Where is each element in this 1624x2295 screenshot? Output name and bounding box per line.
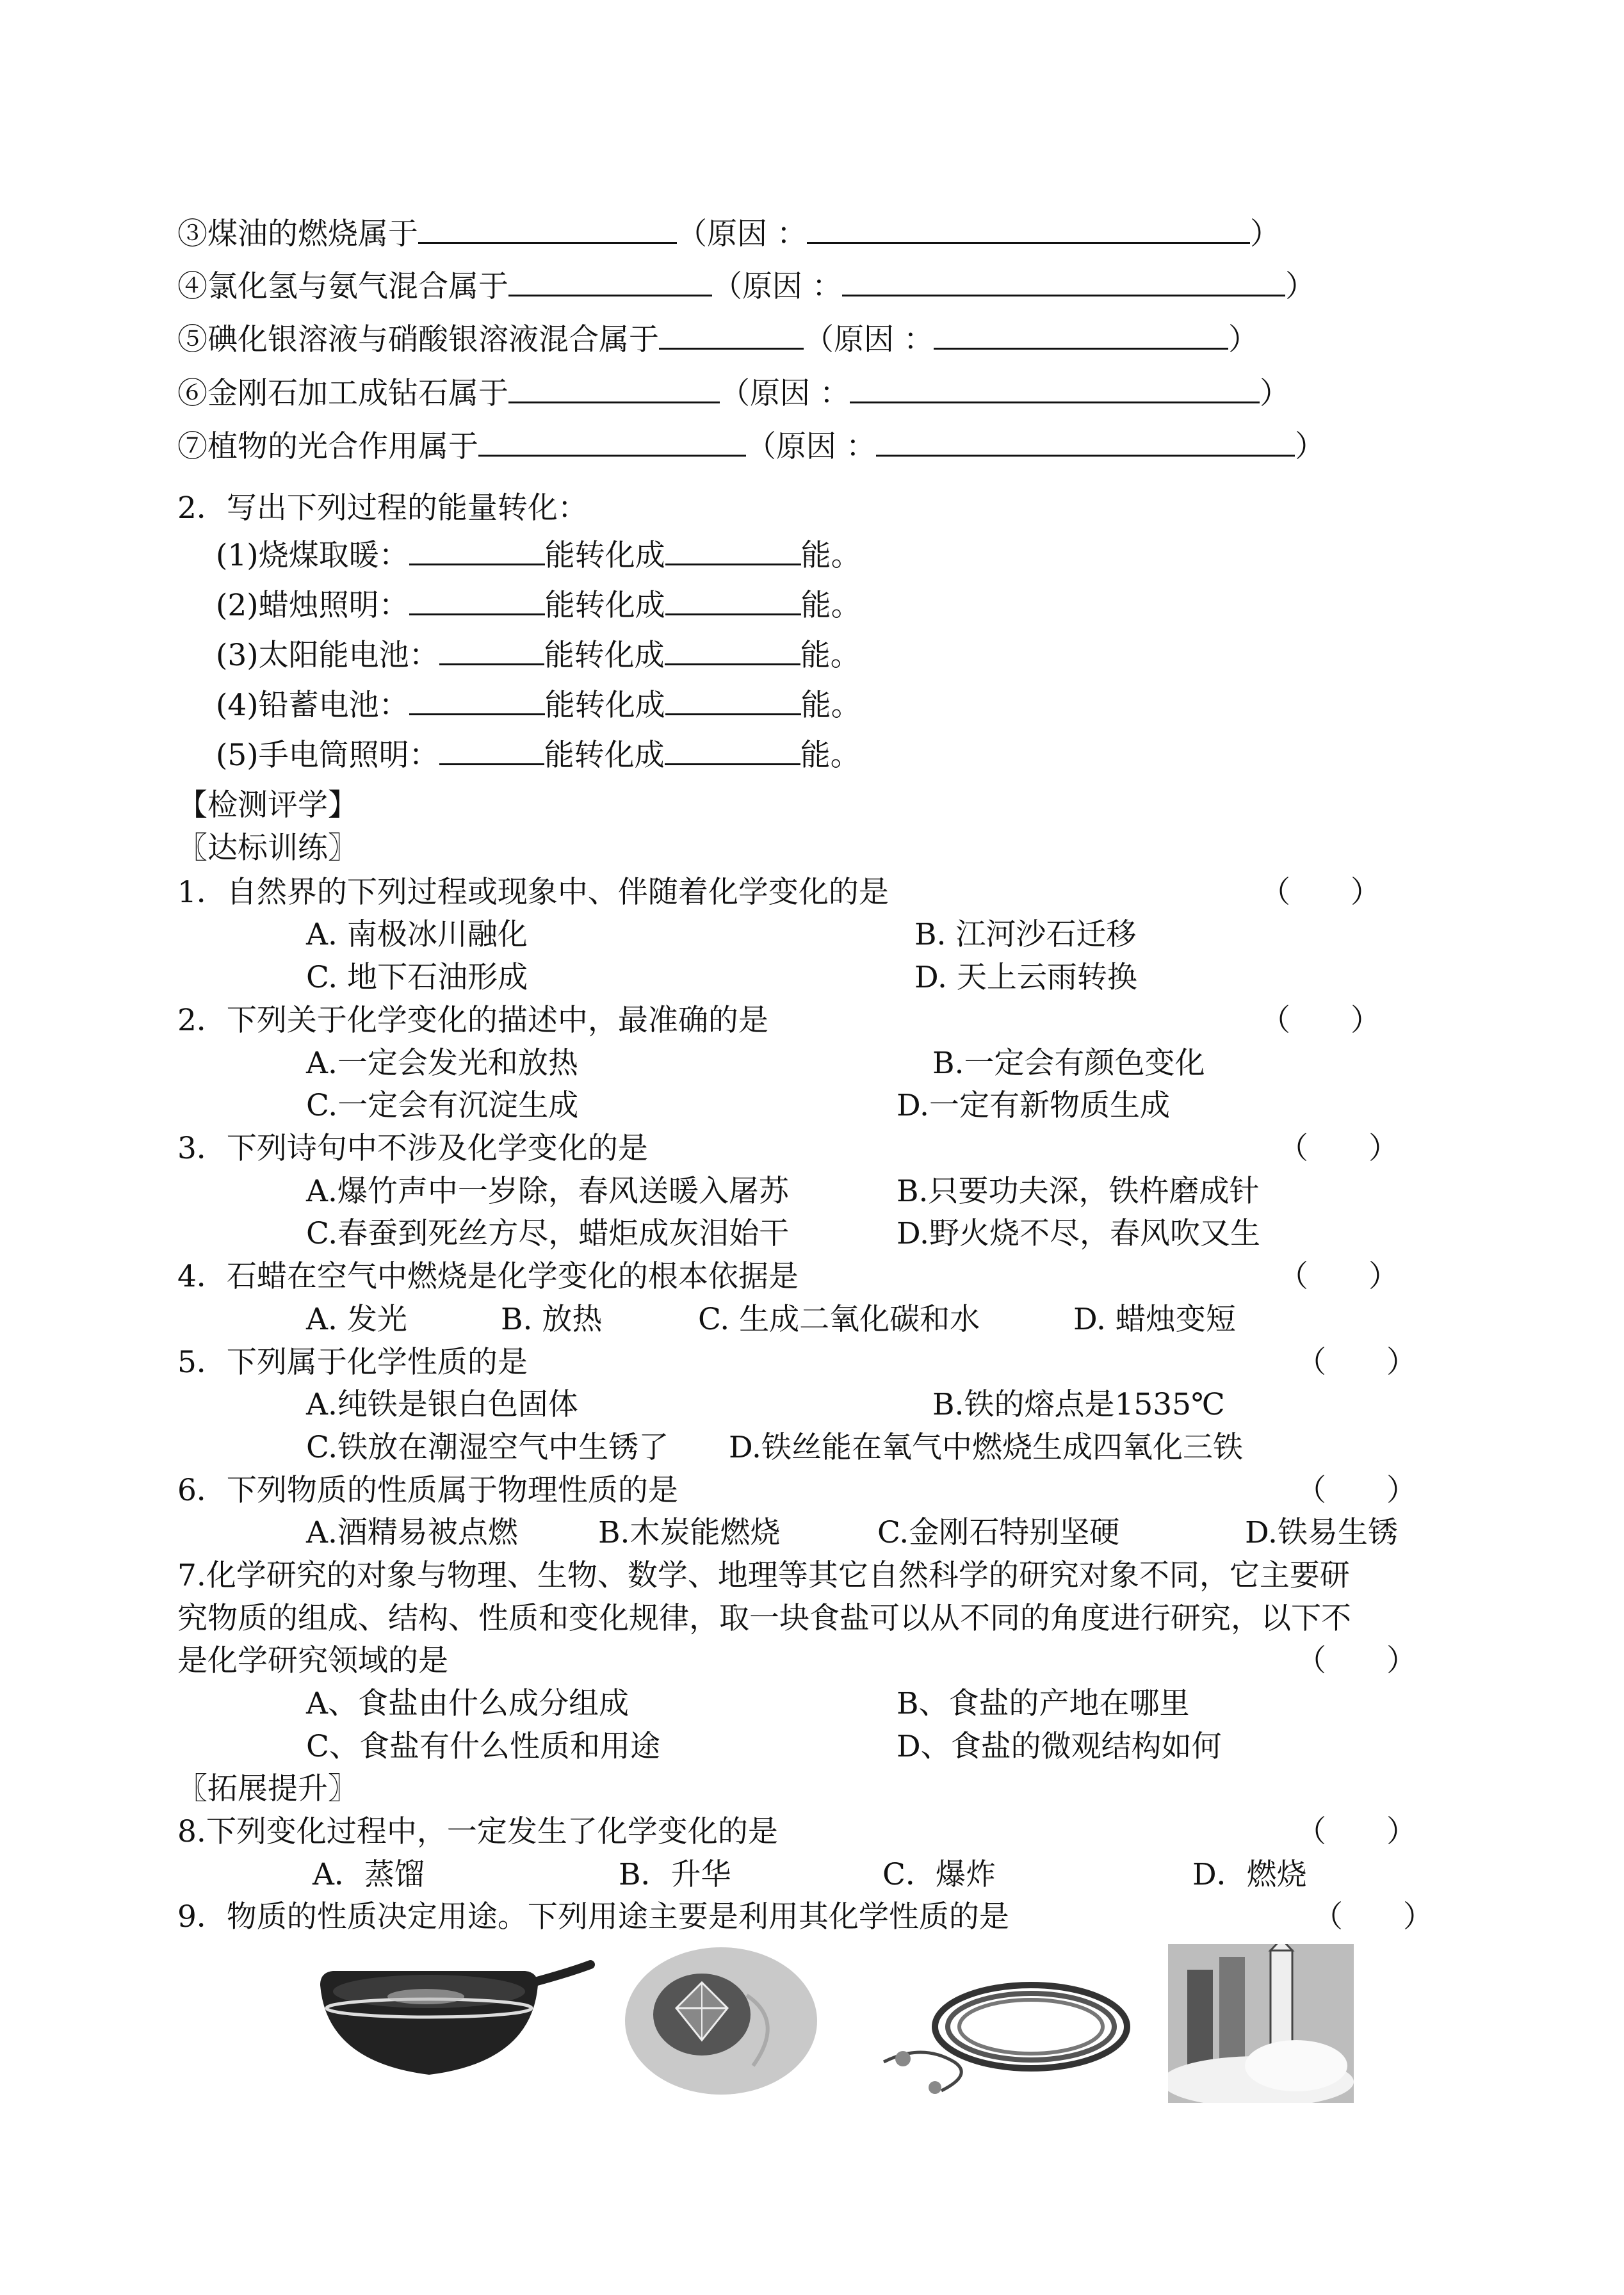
energy-blank[interactable]	[665, 535, 801, 565]
q1-option-c[interactable]: C. 地下石油形成	[306, 960, 528, 995]
q4-answer-paren[interactable]: （ ）	[1278, 1259, 1399, 1294]
energy-item-4: (4)铅蓄电池： 能转化成 能。	[216, 685, 861, 724]
energy-blank[interactable]	[409, 535, 545, 565]
q8-stem: 8.下列变化过程中，一定发生了化学变化的是	[177, 1814, 778, 1849]
q2-option-d[interactable]: D.一定有新物质生成	[897, 1088, 1170, 1123]
q7-option-a[interactable]: A、食盐由什么成分组成	[306, 1686, 629, 1721]
answer-blank[interactable]	[508, 266, 712, 296]
reason-blank[interactable]	[807, 214, 1250, 244]
q5-stem: 5．下列属于化学性质的是	[177, 1345, 528, 1380]
q9-stem: 9．物质的性质决定用途。下列用途主要是利用其化学性质的是	[177, 1899, 1009, 1934]
q8-option-b[interactable]: B．升华	[619, 1857, 731, 1892]
q8-answer-paren[interactable]: （ ）	[1296, 1814, 1417, 1849]
q1-option-d[interactable]: D. 天上云雨转换	[914, 960, 1137, 995]
q6-answer-paren[interactable]: （ ）	[1296, 1473, 1417, 1508]
q5-option-c[interactable]: C.铁放在潮湿空气中生锈了	[306, 1430, 669, 1465]
energy-blank[interactable]	[439, 635, 544, 665]
q3-option-b[interactable]: B.只要功夫深，铁杵磨成针	[897, 1174, 1260, 1209]
q8-option-a[interactable]: A．蒸馏	[313, 1857, 425, 1892]
rocket-launch-image	[1168, 1944, 1354, 2103]
energy-blank[interactable]	[439, 735, 544, 765]
energy-title: 2．写出下列过程的能量转化：	[177, 491, 588, 526]
answer-blank[interactable]	[508, 373, 720, 403]
q5-option-a[interactable]: A.纯铁是银白色固体	[306, 1387, 578, 1422]
q1-stem: 1．自然界的下列过程或现象中、伴随着化学变化的是	[177, 875, 889, 910]
reason-blank[interactable]	[850, 373, 1260, 403]
q1-option-b[interactable]: B. 江河沙石迁移	[914, 917, 1137, 952]
q1-option-a[interactable]: A. 南极冰川融化	[306, 917, 528, 952]
q4-option-c[interactable]: C. 生成二氧化碳和水	[698, 1302, 980, 1337]
energy-blank[interactable]	[409, 685, 545, 715]
energy-item-2: (2)蜡烛照明： 能转化成 能。	[216, 585, 861, 624]
energy-item-5: (5)手电筒照明： 能转化成 能。	[216, 735, 861, 774]
q4-option-b[interactable]: B. 放热	[501, 1302, 603, 1337]
q6-option-d[interactable]: D.铁易生锈	[1245, 1515, 1398, 1550]
q7-line-1: 7.化学研究的对象与物理、生物、数学、地理等其它自然科学的研究对象不同，它主要研	[177, 1558, 1350, 1593]
energy-blank[interactable]	[409, 585, 545, 615]
q3-answer-paren[interactable]: （ ）	[1278, 1131, 1399, 1166]
q2-option-b[interactable]: B.一定会有颜色变化	[932, 1046, 1205, 1081]
q2-option-c[interactable]: C.一定会有沉淀生成	[306, 1088, 579, 1123]
energy-blank[interactable]	[665, 685, 801, 715]
q5-option-d[interactable]: D.铁丝能在氧气中燃烧生成四氧化三铁	[729, 1430, 1243, 1465]
heading-extend: 〖拓展提升〗	[177, 1771, 358, 1806]
item-7: ⑦植物的光合作用属于 （原因 ： ）	[177, 426, 1325, 465]
energy-item-3: (3)太阳能电池： 能转化成 能。	[216, 635, 861, 674]
q3-option-d[interactable]: D.野火烧不尽，春风吹又生	[897, 1216, 1260, 1251]
q4-option-a[interactable]: A. 发光	[306, 1302, 407, 1337]
item-5: ⑤碘化银溶液与硝酸银溶液混合属于 （原因 ： ）	[177, 320, 1258, 358]
heading-assess: 【检测评学】	[177, 788, 358, 823]
diamond-image	[619, 1944, 830, 2098]
energy-blank[interactable]	[665, 635, 800, 665]
q2-stem: 2．下列关于化学变化的描述中，最准确的是	[177, 1003, 768, 1038]
reason-blank[interactable]	[842, 266, 1285, 296]
item-3: ③煤油的燃烧属于 （原因 ： ）	[177, 214, 1280, 252]
item-3-text: ③煤油的燃烧属于	[177, 216, 418, 252]
item-6: ⑥金刚石加工成钻石属于 （原因 ： ）	[177, 373, 1290, 412]
q3-stem: 3．下列诗句中不涉及化学变化的是	[177, 1131, 648, 1166]
q4-stem: 4．石蜡在空气中燃烧是化学变化的根本依据是	[177, 1259, 799, 1294]
energy-item-1: (1)烧煤取暖： 能转化成 能。	[216, 535, 861, 574]
q7-line-3: 是化学研究领域的是	[177, 1643, 448, 1678]
reason-blank[interactable]	[934, 320, 1228, 350]
q4-option-d[interactable]: D. 蜡烛变短	[1073, 1302, 1236, 1337]
q6-option-c[interactable]: C.金刚石特别坚硬	[877, 1515, 1120, 1550]
answer-blank[interactable]	[478, 426, 746, 457]
answer-blank[interactable]	[659, 320, 804, 350]
q7-option-b[interactable]: B、食盐的产地在哪里	[897, 1686, 1190, 1721]
q6-option-a[interactable]: A.酒精易被点燃	[306, 1515, 518, 1550]
wire-coil-image	[865, 1966, 1140, 2100]
reason-blank[interactable]	[876, 426, 1295, 457]
q7-option-d[interactable]: D、食盐的微观结构如何	[897, 1729, 1222, 1764]
q8-option-d[interactable]: D．燃烧	[1192, 1857, 1307, 1892]
q5-answer-paren[interactable]: （ ）	[1296, 1345, 1417, 1380]
item-4: ④氯化氢与氨气混合属于 （原因 ： ）	[177, 266, 1315, 305]
heading-standard: 〖达标训练〗	[177, 831, 358, 866]
q7-line-2: 究物质的组成、结构、性质和变化规律，取一块食盐可以从不同的角度进行研究，以下不	[177, 1601, 1351, 1636]
q6-stem: 6．下列物质的性质属于物理性质的是	[177, 1473, 678, 1508]
q2-option-a[interactable]: A.一定会发光和放热	[306, 1046, 578, 1081]
q6-option-b[interactable]: B.木炭能燃烧	[598, 1515, 781, 1550]
q3-option-c[interactable]: C.春蚕到死丝方尽，蜡炬成灰泪始干	[306, 1216, 790, 1251]
q9-answer-paren[interactable]: （ ）	[1313, 1899, 1433, 1934]
q7-option-c[interactable]: C、食盐有什么性质和用途	[306, 1729, 660, 1764]
q3-option-a[interactable]: A.爆竹声中一岁除，春风送暖入屠苏	[306, 1174, 789, 1209]
q2-answer-paren[interactable]: （ ）	[1260, 1003, 1381, 1038]
energy-blank[interactable]	[665, 735, 800, 765]
q8-option-c[interactable]: C．爆炸	[882, 1857, 996, 1892]
wok-image	[314, 1947, 596, 2091]
answer-blank[interactable]	[418, 214, 677, 244]
q5-option-b[interactable]: B.铁的熔点是1535℃	[932, 1387, 1225, 1422]
q7-answer-paren[interactable]: （ ）	[1296, 1643, 1417, 1678]
energy-blank[interactable]	[665, 585, 801, 615]
q1-answer-paren[interactable]: （ ）	[1260, 875, 1381, 910]
